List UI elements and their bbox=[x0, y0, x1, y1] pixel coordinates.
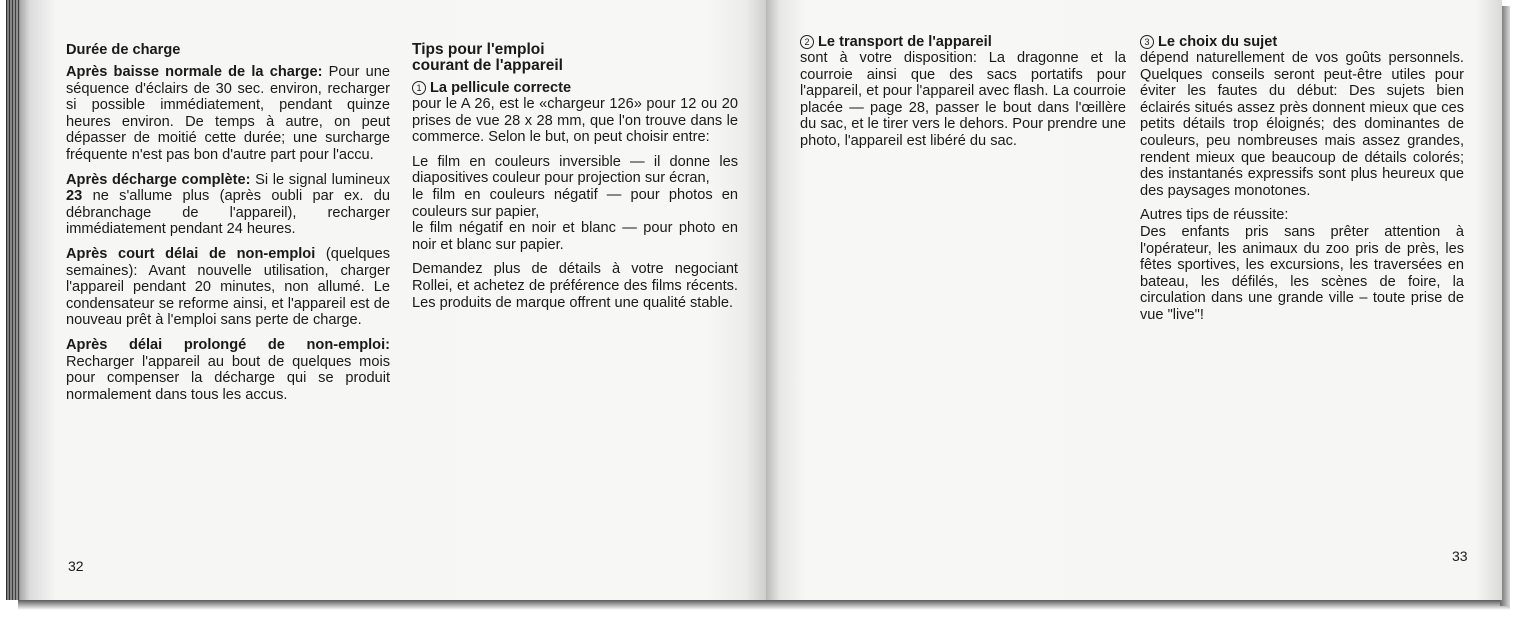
page-shadow-bottom bbox=[18, 600, 1510, 610]
tips-title: Tips pour l'emploi courant de l'appareil bbox=[412, 41, 563, 74]
paragraph-autres-tips: Autres tips de réussite: Des enfants pris sans prêter attention à l'opérateur, les animaux du zoo pris de près, les fêtes sportives, les excursions, les traversées en bateau, les défilés, les scènes de foire, la circulation dans une grande ville – toute prise de vue "live"! bbox=[1140, 207, 1464, 323]
paragraph-transport: sont à votre disposition: La dragonne et la courroie ainsi que des sacs portatifs pour l'appareil, et pour l'appareil avec flash. La courroie placée — page 28, passer le bout dans l'œillère du sac, et le tirer vers le dehors. Pour prendre une photo, l'appareil est libéré du sac. bbox=[800, 50, 1126, 149]
circled-number-1: 1 bbox=[412, 81, 426, 95]
paragraph-film-types: Le film en couleurs inversible — il donne les diapositives couleur pour projection sur écran, le film en couleurs négatif — pour photos en couleurs sur papier, le film négatif en noir et blanc — pour photo en noir et blanc sur papier. bbox=[412, 153, 738, 253]
right-column-1 bbox=[800, 34, 1126, 158]
left-column-2 bbox=[412, 42, 738, 319]
paragraph-court-delai: Après court délai de non-emploi (quelques semaines): Avant nouvelle utilisation, charger l'appareil pendant 20 minutes, non allumé. Le condensateur se reforme ainsi, et l'appareil est de nouveau prêt à l'emploi sans perte de charge. bbox=[66, 245, 390, 329]
section-heading-pellicule: 1 La pellicule correcte bbox=[412, 80, 738, 96]
paragraph-decharge-complete: Après décharge complète: Si le signal lumineux 23 ne s'allume plus (après oubli par ex. du débranchage de l'appareil), recharger immédiatement pendant 24 heures. bbox=[66, 171, 390, 238]
circled-number-3: 3 bbox=[1140, 35, 1154, 49]
left-column-1 bbox=[66, 42, 390, 411]
paragraph-chargeur: pour le A 26, est le «chargeur 126» pour 12 ou 20 prises de vue 28 x 28 mm, que l'on trouve dans le commerce. Selon le but, on peut choisir entre: bbox=[412, 96, 738, 146]
left-page bbox=[6, 0, 766, 600]
right-column-2 bbox=[1140, 34, 1464, 332]
page-number-left: 32 bbox=[68, 558, 84, 574]
page-edges bbox=[6, 0, 20, 600]
section-heading-choix-sujet: 3 Le choix du sujet bbox=[1140, 34, 1464, 50]
paragraph-delai-prolonge: Après délai prolongé de non-emploi: Recharger l'appareil au bout de quelques mois pour compenser la décharge qui se produit normalement dans tous les accus. bbox=[66, 336, 390, 403]
right-page bbox=[766, 0, 1502, 600]
paragraph-choix-sujet: dépend naturellement de vos goûts personnels. Quelques conseils seront peut-être utiles pour éviter les fautes du début: Des sujets bien éclairés situés assez près donnent mieux que ces petits détails trop éloignés; des dominantes de couleurs, peu nombreuses mais assez grandes, rendent mieux que beaucoup de détails colorés; des instantanés expressifs sont plus heureux que des paysages monotones. bbox=[1140, 50, 1464, 199]
page-number-right: 33 bbox=[1452, 548, 1468, 564]
section-heading-transport: 2 Le transport de l'appareil bbox=[800, 34, 1126, 50]
circled-number-2: 2 bbox=[800, 35, 814, 49]
paragraph-baisse-normale: Après baisse normale de la charge: Pour une séquence d'éclairs de 30 sec. environ, recharger si possible immédiatement, pendant quinze heures environ. De temps à autre, on peut dépasser de moitié cette durée; une surcharge fréquente n'est pas bon d'autre part pour l'accu. bbox=[66, 64, 391, 163]
paragraph-rollei: Demandez plus de détails à votre negociant Rollei, et achetez de préférence des films récents. Les produits de marque offrent une qualité stable. bbox=[412, 261, 738, 311]
section-heading-duree: Durée de charge bbox=[66, 42, 181, 58]
